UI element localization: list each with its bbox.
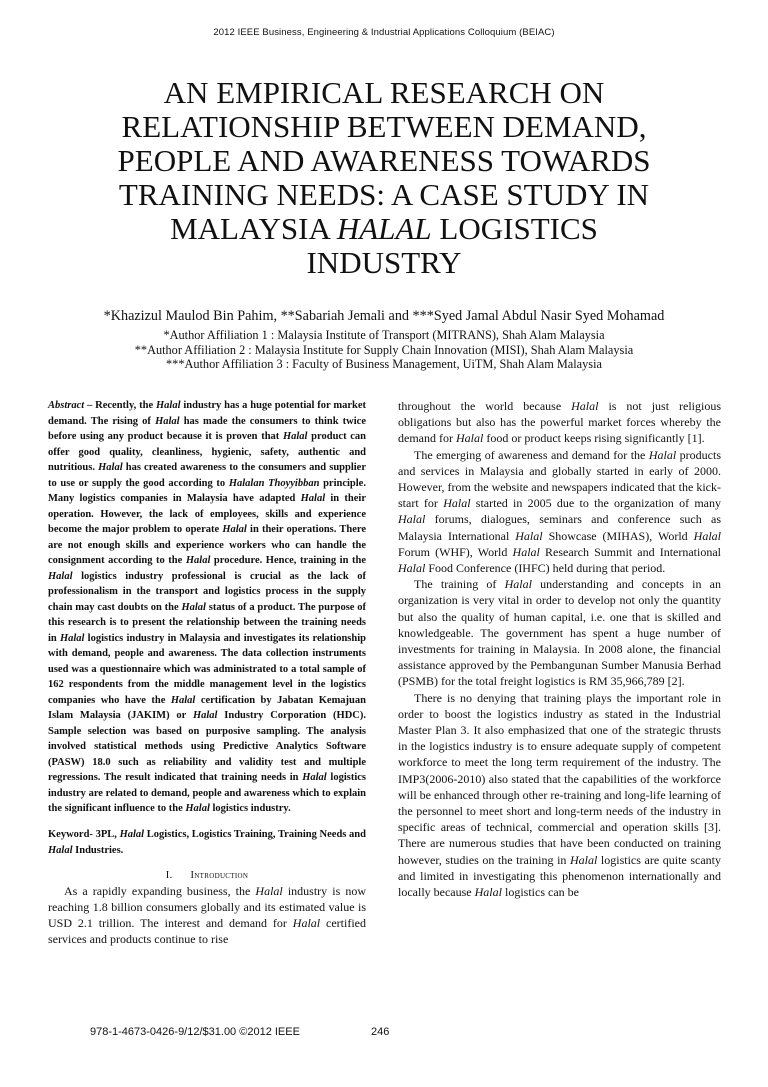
title-line: INDUSTRY	[306, 245, 462, 280]
right-column	[398, 398, 721, 900]
body-paragraph: throughout the world because Halal is not just religious obligations but also has the powerful market forces whereby the demand for Halal food or product keeps rising significantly [1].	[398, 399, 721, 446]
title-line: MALAYSIA HALAL LOGISTICS	[170, 211, 598, 246]
keywords: Keyword- 3PL, Halal Logistics, Logistics Training, Training Needs and Halal Industries.	[48, 828, 366, 856]
abstract: Abstract – Recently, the Halal industry has a huge potential for market demand. The rising of Halal has made the consumers to think twice before using any product because it is proven that Halal product can offer good quality, cleanliness, hygienic, safety, authentic and nutritious. Halal has created awareness to the consumers and supplier to use or supply the good according to Halalan Thoyyibban principle. Many logistics companies in Malaysia have adapted Halal in their operation. However, the lack of employees, skills and experience become the major problem to operate Halal in their operations. There are not enough skills and experience workers who can handle the consignment according to the Halal procedure. Hence, training in the Halal logistics industry professional is crucial as the lack of professionalism in the transport and logistics process in the supply chain may cast doubts on the Halal status of a product. The purpose of this research is to present the relationship between the training needs in Halal logistics industry in Malaysia and investigates its relationship with demand, people and awareness. The data collection instruments used was a questionnaire which was administrated to a total sample of 162 respondents from the middle management level in the logistics companies who have the Halal certification by Jabatan Kemajuan Islam Malaysia (JAKIM) or Halal Industry Corporation (HDC). Sample selection was based on purposive sampling. The analysis involved statistical methods using Predictive Analytics Software (PASW) 18.0 such as reliability and validity test and multiple regressions. The result indicated that training needs in Halal logistics industry are related to demand, people and awareness which to explain the significant influence to the Halal logistics industry.	[48, 400, 367, 814]
section-heading-introduction: I. Introduction	[165, 869, 249, 881]
body-paragraph: The emerging of awareness and demand for the Halal products and services in Malaysia and globally started in early of 2000. However, from the website and newspapers indicated that the kick-start for Halal started in 2005 due to the organization of many Halal forums, dialogues, seminars and conference such as Malaysia International Halal Showcase (MIHAS), World Halal Forum (WHF), World Halal Research Summit and International Halal Food Conference (IHFC) held during that period.	[398, 447, 722, 576]
paper-title	[90, 76, 678, 280]
intro-paragraph: As a rapidly expanding business, the Halal industry is now reaching 1.8 billion consumers globally and its estimated value is USD 2.1 trillion. The interest and demand for Halal certified services and products continue to rise	[48, 883, 366, 947]
body-paragraph: The training of Halal understanding and concepts in an organization is very vital in order to develop not only the quantity but also the quality of human capital, i.e. one that is skilled and knowledgeable. The government has spent a huge number of investments for training in Malaysia. In 2008 alone, the financial assistance approved by the Pembangunan Sumber Manusia Berhad (PSMB) for the total freight logistics is RM 35,966,789 [2].	[398, 577, 721, 689]
author-list: *Khazizul Maulod Bin Pahim, **Sabariah Jemali and ***Syed Jamal Abdul Nasir Syed Mohamad	[103, 308, 665, 324]
left-column	[48, 398, 366, 947]
footer-isbn: 978-1-4673-0426-9/12/$31.00 ©2012 IEEE	[90, 1026, 300, 1038]
title-line: AN EMPIRICAL RESEARCH ON	[163, 75, 605, 110]
affiliation-1: *Author Affiliation 1 : Malaysia Institute of Transport (MITRANS), Shah Alam Malaysia	[163, 328, 605, 342]
page-number: 246	[371, 1026, 390, 1038]
affiliation-3: ***Author Affiliation 3 : Faculty of Business Management, UiTM, Shah Alam Malaysia	[166, 357, 602, 371]
affiliation-2: **Author Affiliation 2 : Malaysia Institute for Supply Chain Innovation (MISI), Shah Alam Malaysia	[134, 343, 634, 357]
title-line: TRAINING NEEDS: A CASE STUDY IN	[118, 177, 650, 212]
conference-header: 2012 IEEE Business, Engineering & Industrial Applications Colloquium (BEIAC)	[213, 27, 555, 38]
body-paragraph: There is no denying that training plays the important role in order to boost the logistics industry as stated in the Industrial Master Plan 3. It also emphasized that one of the strategic thrusts in the logistics industry is to ensure adequate supply of competent workforce to meet the long term requirement of the industry. The IMP3(2006-2010) also stated that the capabilities of the workforce will be enhanced through other re-training and long-life learning of the personnel to meet short and long-term needs of the industry in specific areas of technical, commercial and operation skills [3]. There are numerous studies that have been conducted on training however, studies on the training in Halal logistics are quite scanty and limited in investigating this phenomenon internationally and locally because Halal logistics can be	[398, 690, 721, 900]
title-line: RELATIONSHIP BETWEEN DEMAND,	[121, 109, 647, 144]
title-line: PEOPLE AND AWARENESS TOWARDS	[117, 143, 651, 178]
